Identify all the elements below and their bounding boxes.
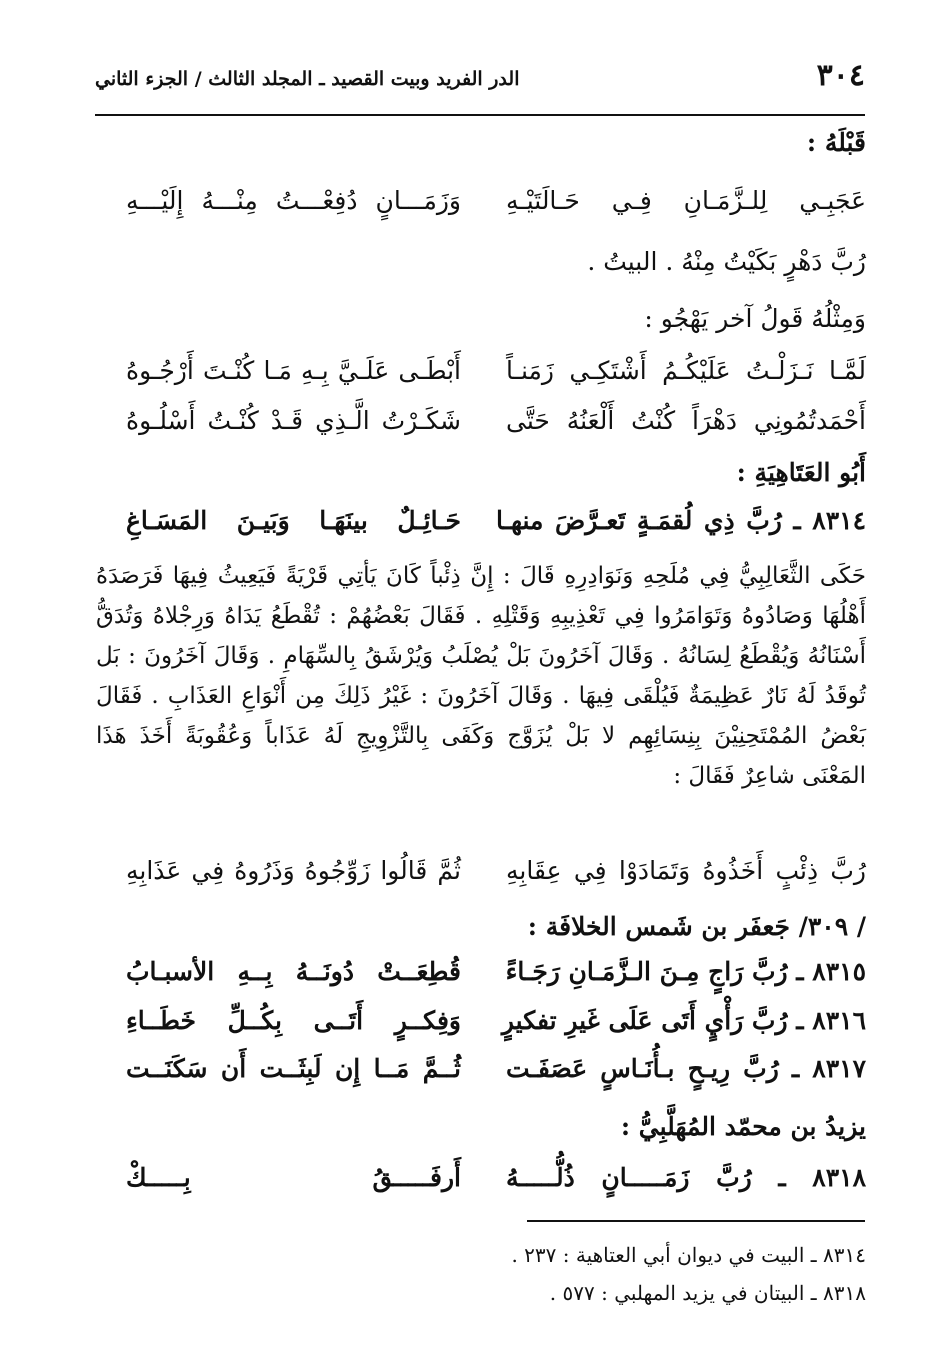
verse-8314-first-hemistich: ٨٣١٤ ـ رُبَّ ذِي لُقمَـةٍ تَعـرَّضَ منهـا <box>496 506 866 535</box>
verse-8314-second-hemistich: حَـائِـلٌ بينَهَـا وَبَيـنَ المَسَـاغِ <box>126 506 461 535</box>
header-rule <box>95 114 865 116</box>
page-header <box>95 58 865 98</box>
verse-8315-first-hemistich: ٨٣١٥ ـ رُبَّ رَاجٍ مِـنَ الـزَّمَـانِ رَجَـاءً <box>505 957 866 986</box>
footnote-rule <box>527 1220 865 1222</box>
verse-3 <box>126 406 866 448</box>
verse-8316-first-hemistich: ٨٣١٦ ـ رُبَّ رَأْيٍ أَتَى عَلَى غَيرِ تفكيرٍ <box>501 1006 866 1035</box>
verse-8318 <box>126 1163 866 1205</box>
verse-3-second-hemistich: شَكَـرْتُ الَّـذِي قَـدْ كُنْـتُ أَسْلُـوهُ <box>126 406 461 435</box>
verse-2 <box>126 356 866 398</box>
footnote: ٨٣١٤ ـ البيت في ديوان أبي العتاهية : ٢٣٧ . <box>511 1243 866 1267</box>
verse-8314 <box>126 506 866 548</box>
verse-1-second-hemistich: وَزَمَـــانٍ دُفِعْـــتُ مِنْـــهُ إِلَيْـــهِ <box>126 186 461 215</box>
running-title: الدر الفريد وبيت القصيد ـ المجلد الثالث / الجزء الثاني <box>95 68 520 90</box>
poet-name: أَبُو العَتَاهِيَةِ : <box>736 458 866 487</box>
poet-name-2: / ٣٠٩/ جَعفَر بن شَمس الخلافَة : <box>527 912 866 941</box>
verse-8317 <box>126 1054 866 1096</box>
verse-1 <box>126 186 866 228</box>
verse-8317-first-hemistich: ٨٣١٧ ـ رُبَّ رِيـحٍ بـأُنَـاسٍ عَصَفَـت <box>506 1054 866 1083</box>
verse-3-first-hemistich: أَحْمَدتُمُونِي دَهْرَاً كُنْتُ أَلْعَنُهُ حَتَّى <box>506 406 866 435</box>
intro-line: قَبْلَهُ : <box>806 128 866 157</box>
prose-paragraph: حَكَى الثَّعَالِبِيُّ فِي مُلَحِهِ وَنَوَادِرِهِ قَالَ : إِنَّ ذِئْباً كَانَ يَأتِي قَرْيَةً فَيَعِيثُ فِيهَا فَرَصَدَهُ أَهْلُهَا وَصَادُوهُ وَتَوَامَرُوا فِي تَعْذِيبِهِ وَقَتْلِهِ . فَقَالَ بَعْضُهُمْ : تُقْطَعُ يَدَاهُ وَرِجْلاهُ وَتُدَقُّ أَسْنَانُهُ وَيُقْطَعُ لِسَانُهُ . وَقَالَ آخَرُونَ بَلْ يُصْلَبُ وَيُرْشَقُ بِالسِّهَامِ . وَقَالَ آخَرُونَ : بَل تُوقَدُ لَهُ نَارٌ عَظِيمَةٌ فَيُلْقَى فِيهَا . وَقَالَ آخَرُونَ : غَيْرُ ذَلِكَ مِن أَنْوَاعِ العَذَابِ . فَقَالَ بَعْضُ المُمْتَحِنِيْنَ بِنِسَائِهِم لا بَلْ يُزَوَّج وَكَفَى بِالتَّزْوِيجِ لَهُ عَذَاباً وَعُقُوبَةً أَخَذَ هَذَا المَعْنَى شاعِرٌ فَقَالَ : <box>96 563 866 789</box>
verse-1-first-hemistich: عَجَبِـي لِلـزَّمَـانِ فِـي حَـالَتَيْـهِ <box>506 186 866 215</box>
page-number: ٣٠٤ <box>816 58 865 93</box>
quote-line: رُبَّ دَهْرٍ بَكَيْتُ مِنْهُ . البيتُ . <box>587 247 866 276</box>
verse-2-first-hemistich: لَمَّـا نَـزَلْـتُ عَلَيْكُـمُ أَشْتَكِـي زَمَنـاً <box>506 356 866 385</box>
intro-line-2: وَمِثْلُهُ قَولُ آخر يَهْجُو : <box>644 304 866 333</box>
verse-8317-second-hemistich: ثُــمَّ مَــا إِن لَبِثَــت أَن سَكَنَــت <box>126 1054 461 1083</box>
verse-5 <box>126 856 866 898</box>
verse-5-second-hemistich: ثُمَّ قَالُوا زَوِّجُوهُ وَذَرُوهُ فِي عَذَابِهِ <box>126 856 461 885</box>
verse-8318-second-hemistich: أَرفَـــــقُ بِـــــكْ <box>126 1163 461 1192</box>
footnote: ٨٣١٨ ـ البيتان في يزيد المهلبي : ٥٧٧ . <box>549 1281 866 1305</box>
verse-8318-first-hemistich: ٨٣١٨ ـ رُبَّ زَمَـــــانٍ ذُلُّـــــهُ <box>506 1163 866 1192</box>
verse-8315 <box>126 957 866 999</box>
verse-5-first-hemistich: رُبَّ ذِئْبٍ أَخَذُوهُ وَتَمَادَوْا فِي عِقَابِهِ <box>506 856 866 885</box>
verse-8315-second-hemistich: قُطِعَــتْ دُونَــهُ بِــهِ الأسبـابُ <box>126 957 461 986</box>
verse-2-second-hemistich: أَبْطَـى عَلَـيَّ بِـهِ مَـا كُنْـتَ أَرْجُـوهُ <box>126 356 461 385</box>
verse-8316 <box>126 1006 866 1048</box>
poet-name-3: يزيدُ بن محمّد المُهَلَّبِيُّ : <box>620 1112 866 1141</box>
verse-8316-second-hemistich: وَفِكــرٍ أَتَــى بِكُــلِّ خَطَــاءِ <box>126 1006 461 1035</box>
